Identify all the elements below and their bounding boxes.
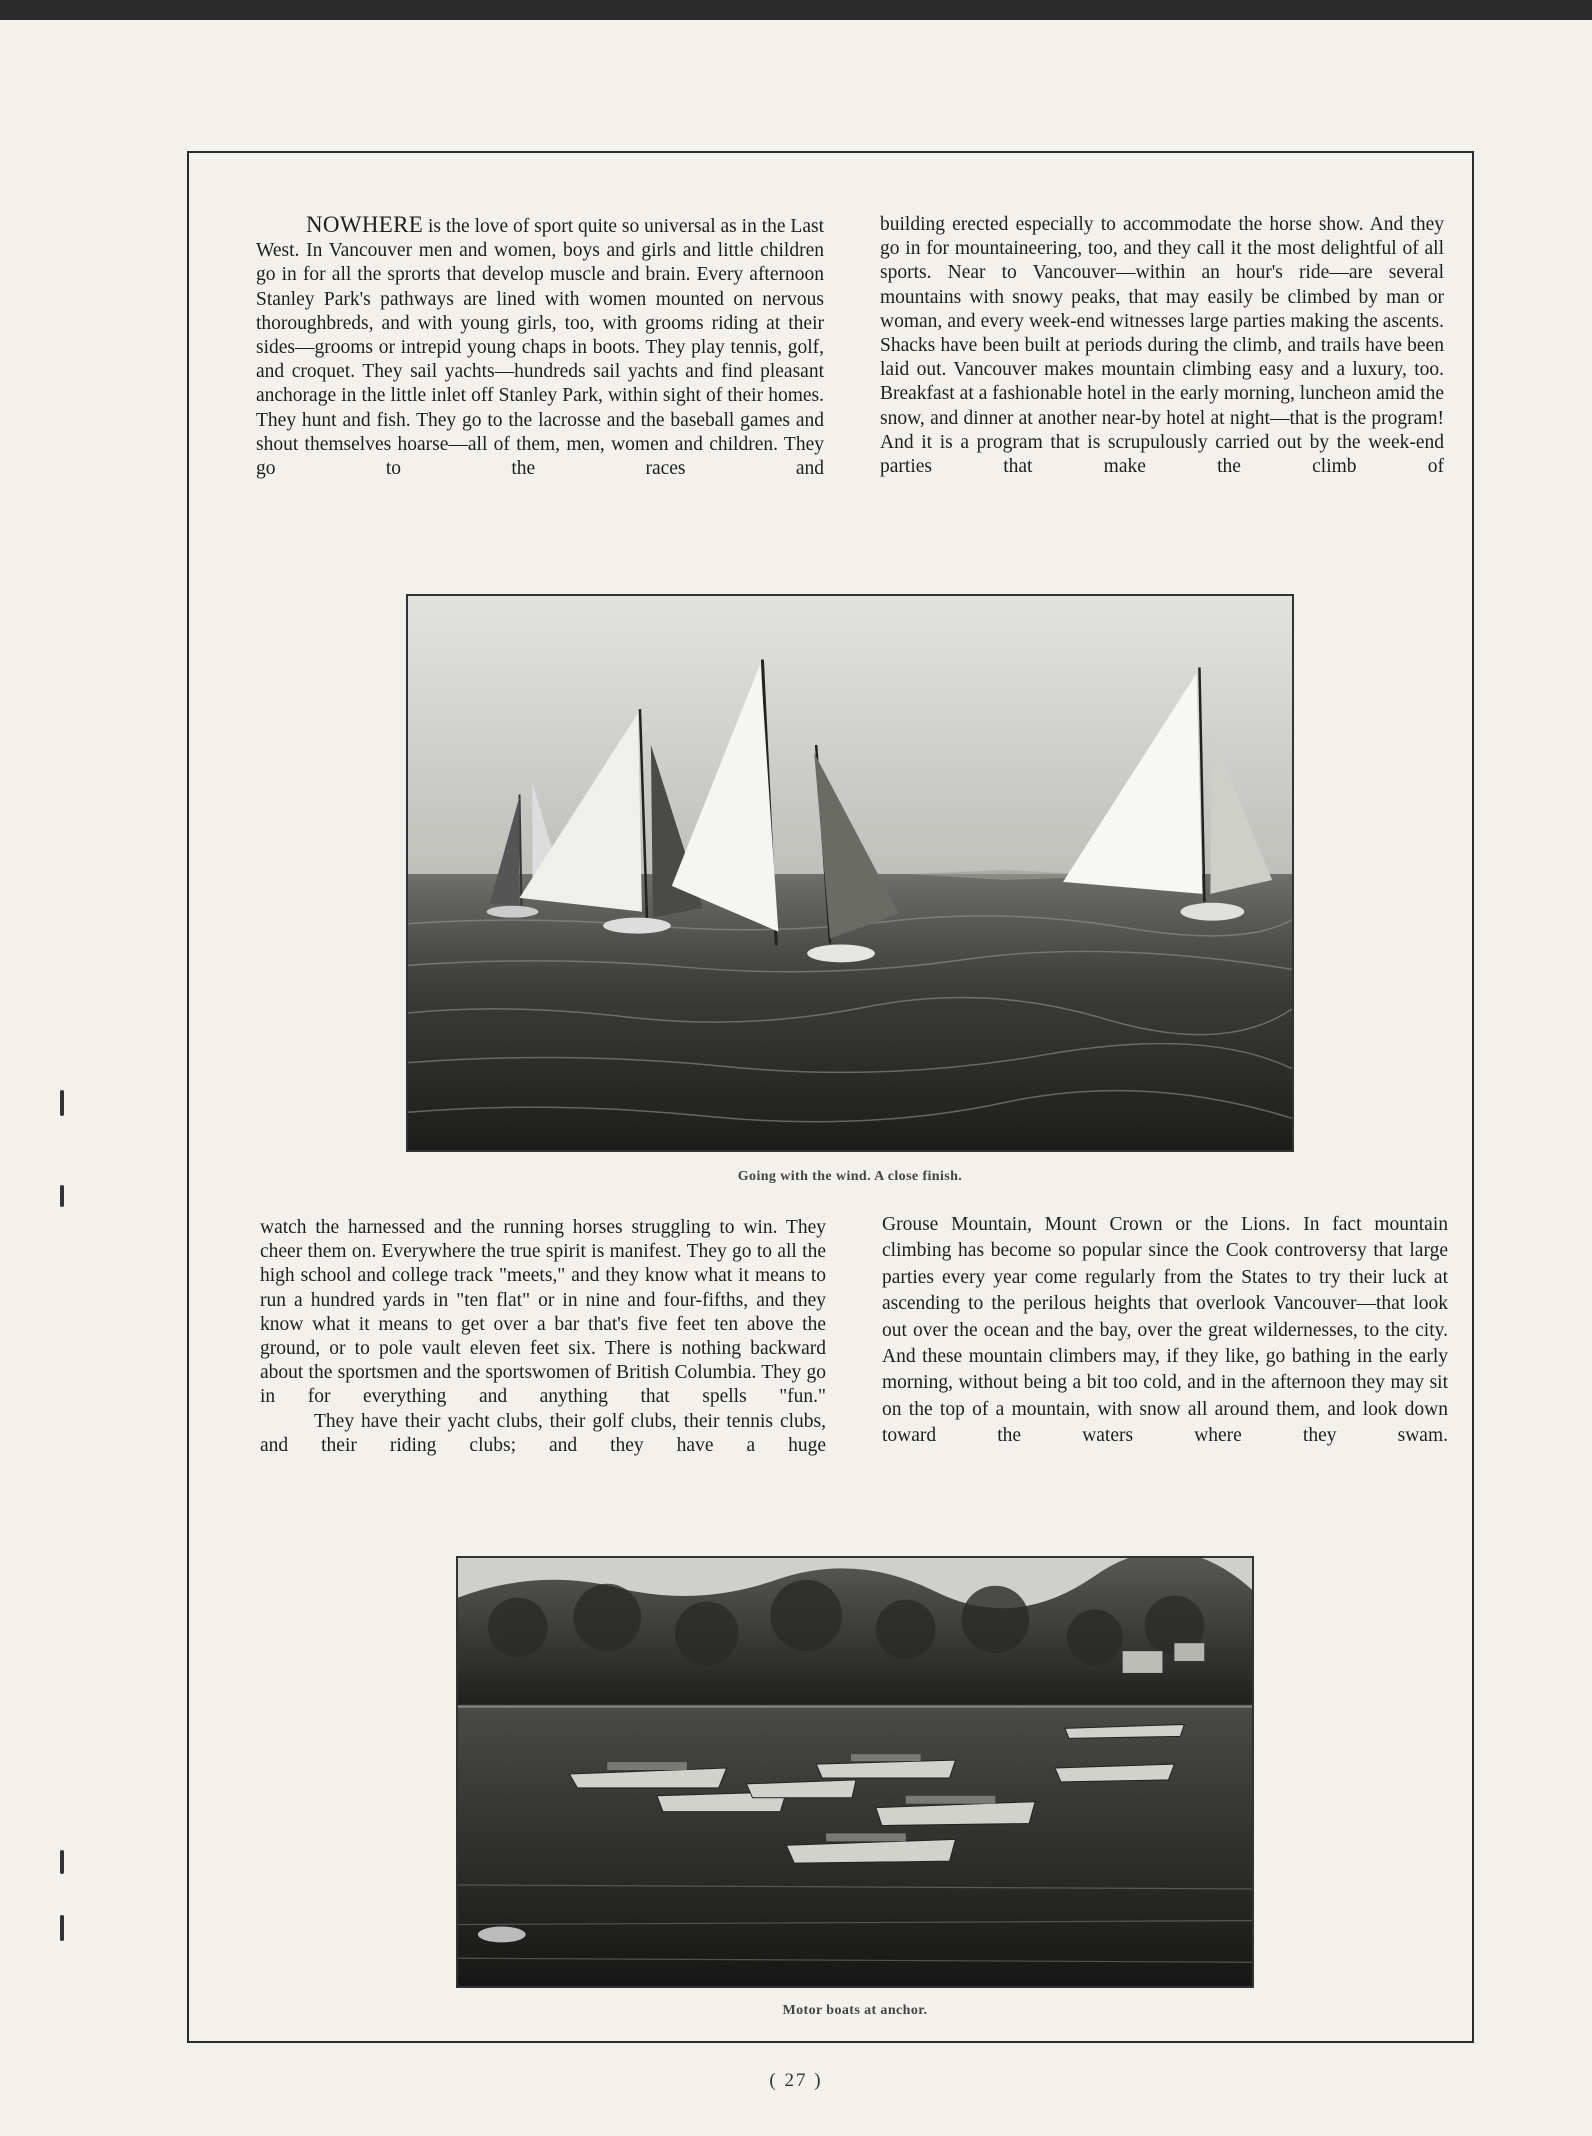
- binding-mark: [60, 1090, 64, 1116]
- paragraph: [256, 213, 824, 481]
- paragraph: They have their yacht clubs, their golf clubs, their tennis clubs, and their riding clubs; and they have a huge: [260, 1410, 826, 1456]
- motorboats-photo: [456, 1556, 1254, 1988]
- binding-mark: [60, 1850, 64, 1874]
- binding-mark: [60, 1915, 64, 1941]
- paragraph-text: is the love of sport quite so universal as in the Last West. In Vancouver men and women, boys and girls and little children go in for all the sprorts that develop muscle and brain. Every afternoon Stanley Park's pathways are lined with women mounted on nervous thoroughbreds, and with young girls, too, with grooms riding at their sides—grooms or intrepid young chaps in boots. They play tennis, golf, and croquet. They sail yachts—hundreds sail yachts and find pleasant anchorage in the little inlet off Stanley Park, within sight of their homes. They hunt and fish. They go to the lacrosse and the baseball games and shout themselves hoarse—all of them, men, women and children. They go to the races and: [256, 216, 824, 480]
- page-number: ( 27 ): [769, 2070, 823, 2091]
- page: [0, 20, 1592, 2136]
- binding-mark: [60, 1185, 64, 1207]
- column-right-top: [880, 213, 1444, 479]
- column-left-top: [256, 213, 824, 481]
- column-left-middle: [260, 1216, 826, 1458]
- sailing-photo: [406, 594, 1294, 1152]
- motorboats-photo-caption: Motor boats at anchor.: [782, 2003, 928, 2018]
- paragraph: building erected especially to accommodate the horse show. And they go in for mountaineering, too, and they call it the most delightful of all sports. Near to Vancouver—within an hour's ride—are several mountains with snowy peaks, that may easily be climbed by man or woman, and every week-end witnesses large parties making the ascents. Shacks have been built at periods during the climb, and trails have been laid out. Vancouver makes mountain climbing easy and a luxury, too. Breakfast at a fashionable hotel in the early morning, luncheon amid the snow, and dinner at another near-by hotel at night—that is the program! And it is a program that is scrupulously carried out by the week-end parties that make the climb of: [880, 214, 1444, 478]
- sailing-photo-caption: Going with the wind. A close finish.: [737, 1169, 963, 1184]
- paragraph: watch the harnessed and the running horses struggling to win. They cheer them on. Everywhere the true spirit is manifest. They go to all the high school and college track "meets," and they know what it means to run a hundred yards in "ten flat" or in nine and four-fifths, and they know what it means to get over a bar that's five feet ten above the ground, or to pole vault eleven feet six. There is nothing backward about the sportsmen and the sportswomen of British Columbia. They go in for everything and anything that spells "fun.": [260, 1217, 826, 1408]
- paragraph: Grouse Mountain, Mount Crown or the Lions. In fact mountain climbing has become so popular since the Cook controversy that large parties every year come regularly from the States to try their luck at ascending to the perilous heights that overlook Vancouver—that look out over the ocean and the bay, over the great wildernesses, to the city. And these mountain climbers may, if they like, go bathing in the early morning, without being a bit too cold, and in the afternoon they may sit on the top of a mountain, with snow all around them, and look down toward the waters where they swam.: [882, 1214, 1448, 1447]
- drop-word: NOWHERE: [306, 212, 424, 237]
- column-right-middle: [882, 1212, 1448, 1450]
